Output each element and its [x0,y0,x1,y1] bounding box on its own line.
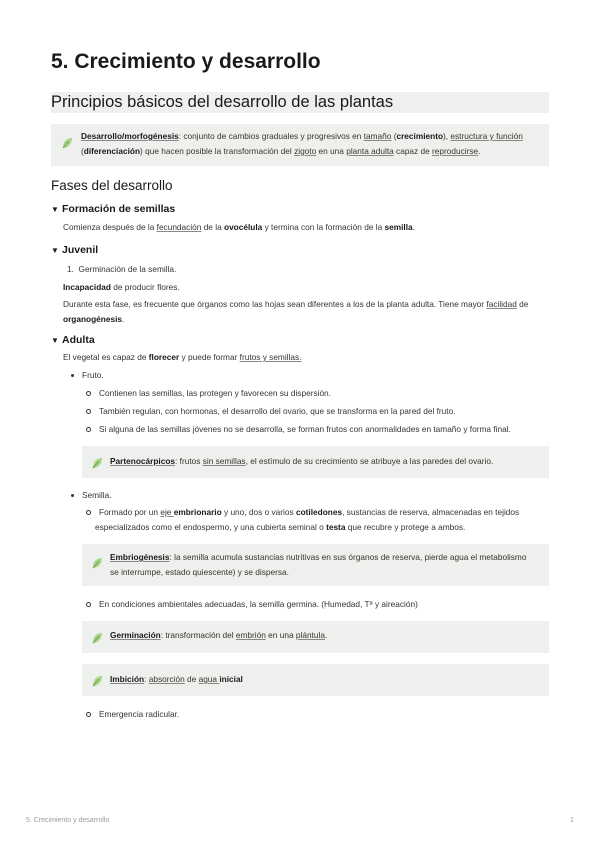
imbicion-text: Imbición: absorción de agua inicial [110,674,243,684]
toggle-juvenil[interactable]: ▼ Juvenil [51,244,99,256]
list-item-fruto: Fruto. [71,368,104,383]
leaf-icon [90,631,104,645]
semillas-paragraph: Comienza después de la fecundación de la ovocélula y termina con la formación de la semilla. [63,222,415,232]
leaf-icon [60,136,74,150]
list-item: Emergencia radicular. [86,707,179,722]
leaf-icon [90,674,104,688]
page-number: 1 [570,817,574,824]
footer-title: 5. Crecimiento y desarrollo [26,817,110,824]
section-title: Principios básicos del desarrollo de las plantas [51,93,394,111]
embriogenesis-text: Embriogénesis: la semilla acumula sustancias nutritivas en sus órganos de reserva, pierde agua el metabolismo se interrumpe, estado quiescente) y se dispersa. [110,552,527,577]
definition-callout [51,124,549,166]
partenocarpicos-callout [82,446,549,478]
list-item: También regulan, con hormonas, el desarrollo del ovario, que se transforma en la pared del fruto. [86,404,456,419]
embriogenesis-callout [82,544,549,586]
juvenil-paragraph: Durante esta fase, es frecuente que órganos como las hojas sean diferentes a los de la planta adulta. Tiene mayor facilidad de organogénesis. [63,299,529,324]
definition-text: Desarrollo/morfogénesis: conjunto de cambios graduales y progresivos en tamaño (crecimiento), estructura y función (diferenciación) que hacen posible la transformación del zigoto en una planta adulta capaz de reproducirse. [81,131,523,156]
incapacidad-text: Incapacidad de producir flores. [63,282,180,292]
leaf-icon [90,556,104,570]
list-item: Si alguna de las semillas jóvenes no se desarrolla, se forman frutos con anormalidades en tamaño y forma final. [86,422,511,437]
numbered-item: 1. Germinación de la semilla. [67,264,177,274]
germinacion-callout [82,621,549,653]
imbicion-callout [82,664,549,696]
leaf-icon [90,456,104,470]
adulta-intro: El vegetal es capaz de florecer y puede formar frutos y semillas. [63,352,302,362]
toggle-adulta[interactable]: ▼ Adulta [51,334,95,346]
germinacion-text: Germinación: transformación del embrión en una plántula. [110,630,328,640]
section-heading [51,92,549,113]
list-item-semilla: Semilla. [71,488,112,503]
list-item: En condiciones ambientales adecuadas, la semilla germina. (Humedad, Tª y aireación) [86,597,418,612]
page-title: 5. Crecimiento y desarrollo [51,50,321,73]
phases-heading: Fases del desarrollo [51,178,173,193]
partenocarpicos-text: Partenocárpicos: frutos sin semillas, el estímulo de su crecimiento se atribuye a las paredes del ovario. [110,456,494,466]
toggle-formacion-semillas[interactable]: ▼ Formación de semillas [51,203,176,215]
list-item: Formado por un eje embrionario y uno, dos o varios cotiledones, sustancias de reserva, almacenadas en tejidos especializados como el endospermo, y una cubierta seminal o testa que recubre y protege a ambos. [86,505,546,535]
list-item: Contienen las semillas, las protegen y favorecen su dispersión. [86,386,331,401]
